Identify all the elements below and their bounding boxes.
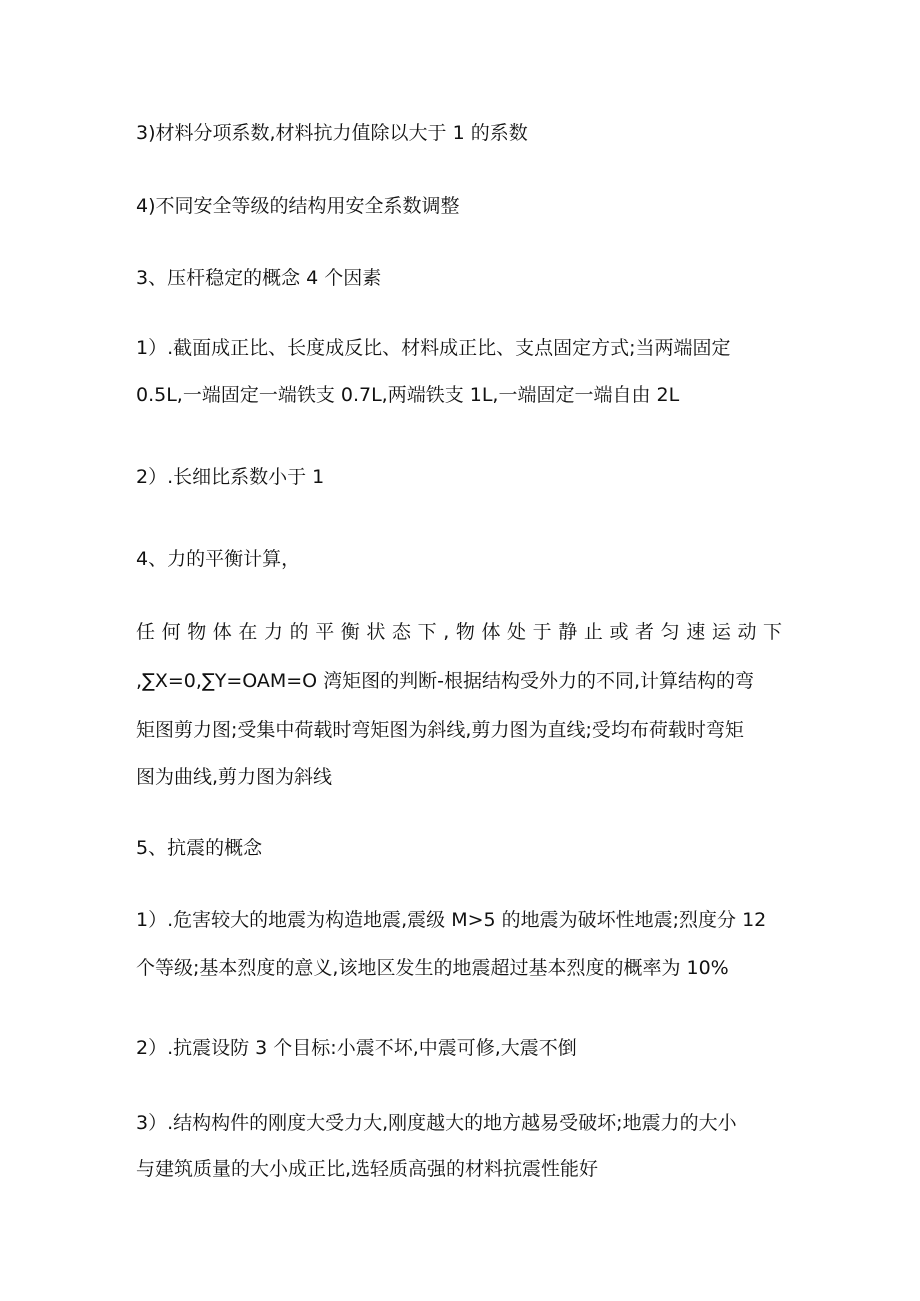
text-line-curve-diagram: 图为曲线,剪力图为斜线	[136, 766, 333, 788]
text-line-tectonic-earthquake: 1）.危害较大的地震为构造地震,震级 M>5 的地震为破坏性地震;烈度分 12	[136, 909, 767, 931]
text-line-stiffness: 3）.结构构件的刚度大受力大,刚度越大的地方越易受破坏;地震力的大小	[136, 1112, 737, 1134]
text-line-shear-moment-diagrams: 矩图剪力图;受集中荷载时弯矩图为斜线,剪力图为直线;受均布荷载时弯矩	[136, 719, 744, 741]
heading-strut-stability: 3、压杆稳定的概念 4 个因素	[136, 267, 382, 289]
text-line-section-length: 1）.截面成正比、长度成反比、材料成正比、支点固定方式;当两端固定	[136, 337, 731, 359]
text-line-seismic-goals: 2）.抗震设防 3 个目标:小震不坏,中震可修,大震不倒	[136, 1037, 577, 1059]
text-line-support-lengths: 0.5L,一端固定一端铁支 0.7L,两端铁支 1L,一端固定一端自由 2L	[136, 384, 680, 406]
text-line-equilibrium-state: 任何物体在力的平衡状态下,物体处于静止或者匀速运动下	[136, 621, 789, 643]
heading-seismic-concept: 5、抗震的概念	[136, 837, 263, 859]
heading-force-balance: 4、力的平衡计算，	[136, 548, 301, 570]
text-line-intensity-grades: 个等级;基本烈度的意义,该地区发生的地震超过基本烈度的概率为 10%	[136, 957, 729, 979]
text-line-safety-grade: 4)不同安全等级的结构用安全系数调整	[136, 195, 460, 217]
text-line-sum-equations: ,∑X=0,∑Y=OAM=O 湾矩图的判断-根据结构受外力的不同,计算结构的弯	[136, 670, 755, 692]
text-line-material-partial-factor: 3)材料分项系数,材料抗力值除以大于 1 的系数	[136, 122, 528, 144]
text-line-slenderness: 2）.长细比系数小于 1	[136, 466, 325, 488]
text-line-mass-proportional: 与建筑质量的大小成正比,选轻质高强的材料抗震性能好	[136, 1158, 599, 1180]
